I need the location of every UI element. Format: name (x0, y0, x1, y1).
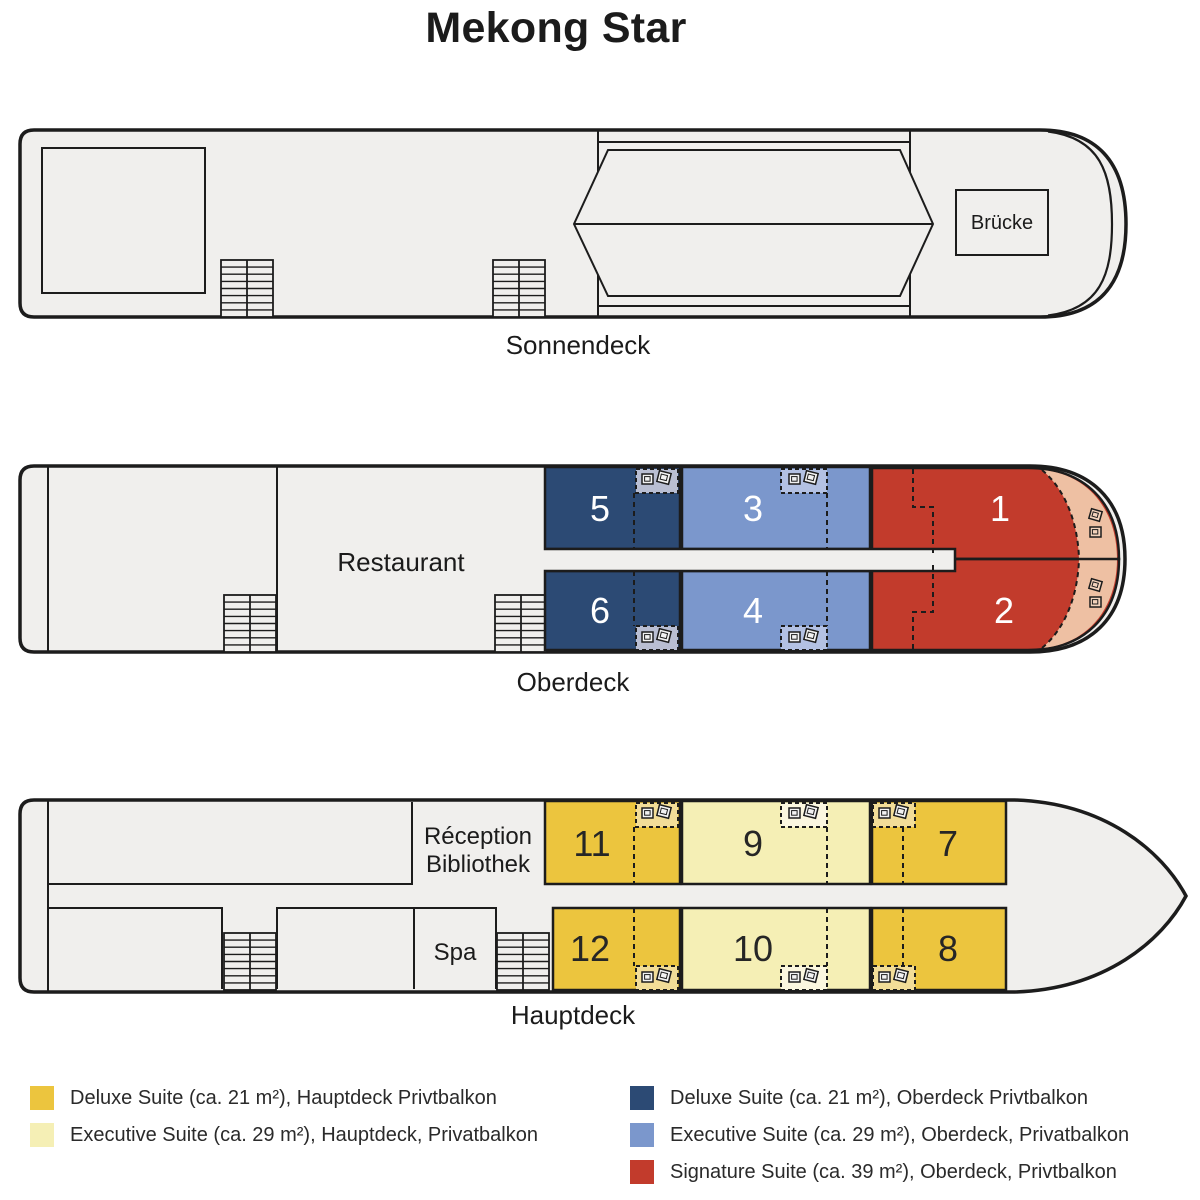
cabin-8-number: 8 (937, 928, 959, 969)
legend-swatch-deluxe-hauptdeck (30, 1086, 54, 1110)
cabin-3-number: 3 (742, 488, 764, 529)
stairs-icon (224, 595, 276, 652)
stairs-icon (495, 595, 547, 652)
deck-hauptdeck (0, 796, 1200, 996)
stairs-icon (493, 260, 545, 317)
legend-label: Signature Suite (ca. 39 m²), Oberdeck, Privtbalkon (670, 1160, 1117, 1183)
legend-label: Executive Suite (ca. 29 m²), Oberdeck, Privatbalkon (670, 1123, 1130, 1146)
legend-item (630, 1123, 1129, 1147)
stairs-icon (497, 933, 549, 990)
cabin-9-number: 9 (742, 823, 764, 864)
bridge-label: Brücke (970, 212, 1034, 234)
cabin-9 (682, 801, 870, 884)
legend-label: Executive Suite (ca. 29 m²), Hauptdeck, Privatbalkon (70, 1123, 538, 1146)
deck-label-oberdeck: Oberdeck (516, 667, 630, 697)
legend-item (630, 1160, 1129, 1184)
corridor (545, 549, 955, 571)
cabin-3 (682, 467, 870, 549)
cabin-2-number: 2 (993, 590, 1015, 631)
deck-oberdeck (0, 462, 1200, 657)
legend-swatch-deluxe-oberdeck (630, 1086, 654, 1110)
cabin-7-number: 7 (937, 823, 959, 864)
legend-label: Deluxe Suite (ca. 21 m²), Hauptdeck Privtbalkon (70, 1086, 497, 1109)
legend-swatch-signature-oberdeck (630, 1160, 654, 1184)
deck-sonnendeck (0, 128, 1200, 323)
cabin-5-number: 5 (589, 488, 611, 529)
legend-swatch-executive-oberdeck (630, 1123, 654, 1147)
restaurant-label: Restaurant (337, 547, 465, 577)
cabin-11-number: 11 (573, 823, 611, 864)
reception-label-line1: Réception (423, 823, 533, 850)
deck-label-hauptdeck: Hauptdeck (510, 1000, 636, 1030)
legend-label: Deluxe Suite (ca. 21 m²), Oberdeck Privtbalkon (670, 1086, 1088, 1109)
legend-right-column (630, 1086, 1129, 1197)
cabin-10-number: 10 (732, 928, 774, 969)
legend-item (630, 1086, 1129, 1110)
cabin-4-number: 4 (742, 590, 764, 631)
cabin-4 (682, 571, 870, 650)
stairs-icon (221, 260, 273, 317)
cabin-10 (682, 908, 870, 990)
reception-label-line2: Bibliothek (425, 851, 531, 878)
legend-left-column (30, 1086, 538, 1160)
legend-item (30, 1123, 538, 1147)
cabin-6-number: 6 (589, 590, 611, 631)
spa-label: Spa (433, 939, 477, 966)
legend-swatch-executive-hauptdeck (30, 1123, 54, 1147)
page-title: Mekong Star (425, 4, 687, 52)
sun-deck-structure (42, 148, 205, 293)
legend-item (30, 1086, 538, 1110)
stairs-icon (224, 933, 276, 990)
cabin-1-number: 1 (989, 488, 1011, 529)
deck-label-sonnendeck: Sonnendeck (505, 330, 651, 360)
cabin-12-number: 12 (569, 928, 611, 969)
